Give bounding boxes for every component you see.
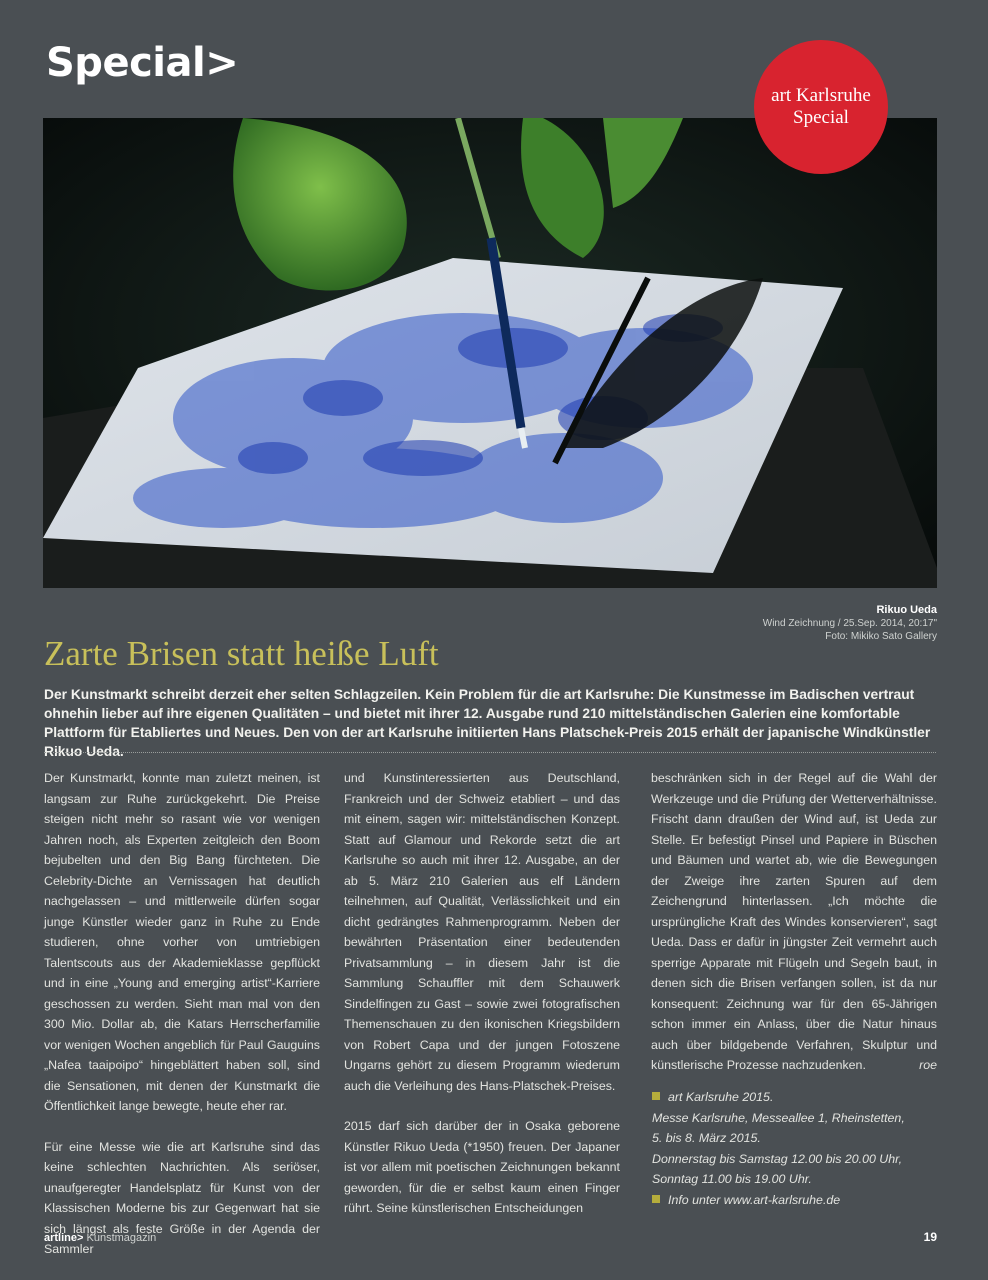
magazine-brand: artline>	[44, 1232, 84, 1244]
caption-credit: Foto: Mikiko Sato Gallery	[825, 631, 937, 642]
paragraph: Für eine Messe wie die art Karlsruhe sind das keine schlechten Nachrichten. Als seriöser, unaufgeregter Handelsplatz für Kunst von der Klassischen Moderne bis zur Gegenwart hat sie sich längst als feste Größe in der Agenda der Sammler	[44, 1139, 320, 1256]
bullet-square-icon	[652, 1195, 660, 1203]
paragraph-text: beschränken sich in der Regel auf die Wahl der Werkzeuge und die Prüfung der Wetterverhältnisse. Frischt dann draußen der Wind auf, ist Ueda zur Stelle. Er befestigt Pinsel und Papiere in Büschen und Bäumen und wartet ab, wie die Bewegungen der Zweige ihre zarten Spuren auf dem Zeichengrund hinterlassen. „Ich möchte die ursprüngliche Kraft des Windes konservieren“, sagt Ueda. Dass er dafür in jüngster Zeit vermehrt auch sperrige Apparate mit Flügeln und Segeln baut, in denen sich die Brisen verfangen sollen, ist da nur konsequent: Zeichnung war für den 65-Jährigen schon immer ein Anlass, über die Natur hinaus auch über bildgebende Verfahren, Skulptur und künstlerische Prozesse nachzudenken.	[651, 771, 937, 1072]
paragraph: 2015 darf sich darüber der in Osaka geborene Künstler Rikuo Ueda (*1950) freuen. Der Japaner ist vor allem mit poetischen Zeichnungen bekannt geworden, für die er selbst kaum einen Finger rührt. Seine künstlerischen Entscheidungen	[344, 1119, 620, 1215]
text-column-3	[651, 768, 937, 1076]
info-hours-2: Sonntag 11.00 bis 19.00 Uhr.	[652, 1172, 812, 1186]
author-signature: roe	[919, 1058, 937, 1072]
badge-line-1: art Karlsruhe	[771, 85, 871, 106]
photo-illustration	[43, 118, 937, 588]
magazine-name: Kunstmagazin	[86, 1232, 157, 1244]
paragraph: Der Kunstmarkt, konnte man zuletzt meinen, ist langsam zur Ruhe zurückgekehrt. Die Preise steigen nicht mehr so rasant wie vor wenigen Jahren noch, als Experten zeitgleich den Boom bejubelten und den Big Bang fürchteten. Die Celebrity-Dichte an Vernissagen hat deutlich nachgelassen – und mittlerweile dürfen sogar junge Künstler wieder ganz in Ruhe zu Ende studieren, ohne vorher von umtriebigen Talentscouts aus der Akademieklasse gepflückt und in eine „Young and emerging artist“-Karriere geschossen zu werden. Sieht man mal von den 300 Mio. Dollar ab, die Katars Herrscherfamilie vor wenigen Wochen angeblich für Paul Gauguins „Nafea taaipoipo“ hingeblättert haben soll, sind die Sensationen, mit denen der Kunstmarkt die Öffentlichkeit lange bewegte, heute eher rar.	[44, 771, 320, 1113]
info-venue: Messe Karlsruhe, Messeallee 1, Rheinstetten,	[652, 1110, 905, 1125]
info-hours-1: Donnerstag bis Samstag 12.00 bis 20.00 Uhr,	[652, 1151, 903, 1166]
caption-work: Wind Zeichnung / 25.Sep. 2014, 20:17"	[762, 618, 937, 629]
paragraph: und Kunstinteressierten aus Deutschland, Frankreich und der Schweiz etabliert – und das mit einem, sagen wir: mittelständischen Konzept. Statt auf Glamour und Rekorde setzt die art Karlsruhe so auch mit ihrer 12. Ausgabe, an der ab 5. März 210 Galerien aus elf Ländern teilnehmen, auf Qualität, Verlässlichkeit und ein dicht gedrängtes Rahmenprogramm. Neben der bewährten Präsentation einer bedeutenden Privatsammlung – in diesem Jahr ist die Sammlung Schauffler mit dem Schauwerk Sindelfingen zu Gast – sowie zwei fotografischen Themenschauen zu den ikonischen Kriegsbildern von Robert Capa und der jungen Fotoszene Ungarns gehört zu diesem Programm wiederum auch die Verleihung des Hans-Platschek-Preises.	[344, 771, 620, 1093]
bullet-square-icon	[652, 1092, 660, 1100]
paragraph	[651, 768, 937, 1076]
page-number: 19	[923, 1230, 937, 1244]
footer	[44, 1232, 156, 1244]
photo-caption	[763, 604, 937, 643]
badge-line-2: Special	[793, 107, 849, 128]
info-dates: 5. bis 8. März 2015.	[652, 1131, 761, 1145]
divider	[44, 752, 936, 753]
info-website: Info unter www.art-karlsruhe.de	[668, 1192, 841, 1207]
info-event: art Karlsruhe 2015.	[668, 1090, 774, 1104]
caption-artist: Rikuo Ueda	[876, 604, 937, 616]
art-karlsruhe-badge	[754, 40, 888, 174]
text-column-2	[344, 768, 620, 1219]
article-lead: Der Kunstmarkt schreibt derzeit eher selten Schlagzeilen. Kein Problem für die art Karlsruhe: Die Kunstmesse im Badischen vertraut ohnehin lieber auf ihre eigenen Qualitäten – und bietet mit ihrer 12. Ausgabe rund 210 mittelständischen Galerien eine komfortable Plattform für Etabliertes und Neues. Den von der art Karlsruhe initiierten Hans Platschek-Preis 2015 erhält der japanische Windkünstler Rikuo Ueda.	[44, 687, 931, 759]
event-info-box	[652, 1087, 942, 1210]
section-title: Special>	[46, 40, 239, 86]
article-headline: Zarte Brisen statt heiße Luft	[44, 634, 439, 673]
wind-drawing-photo	[43, 118, 937, 588]
text-column-1	[44, 768, 320, 1260]
